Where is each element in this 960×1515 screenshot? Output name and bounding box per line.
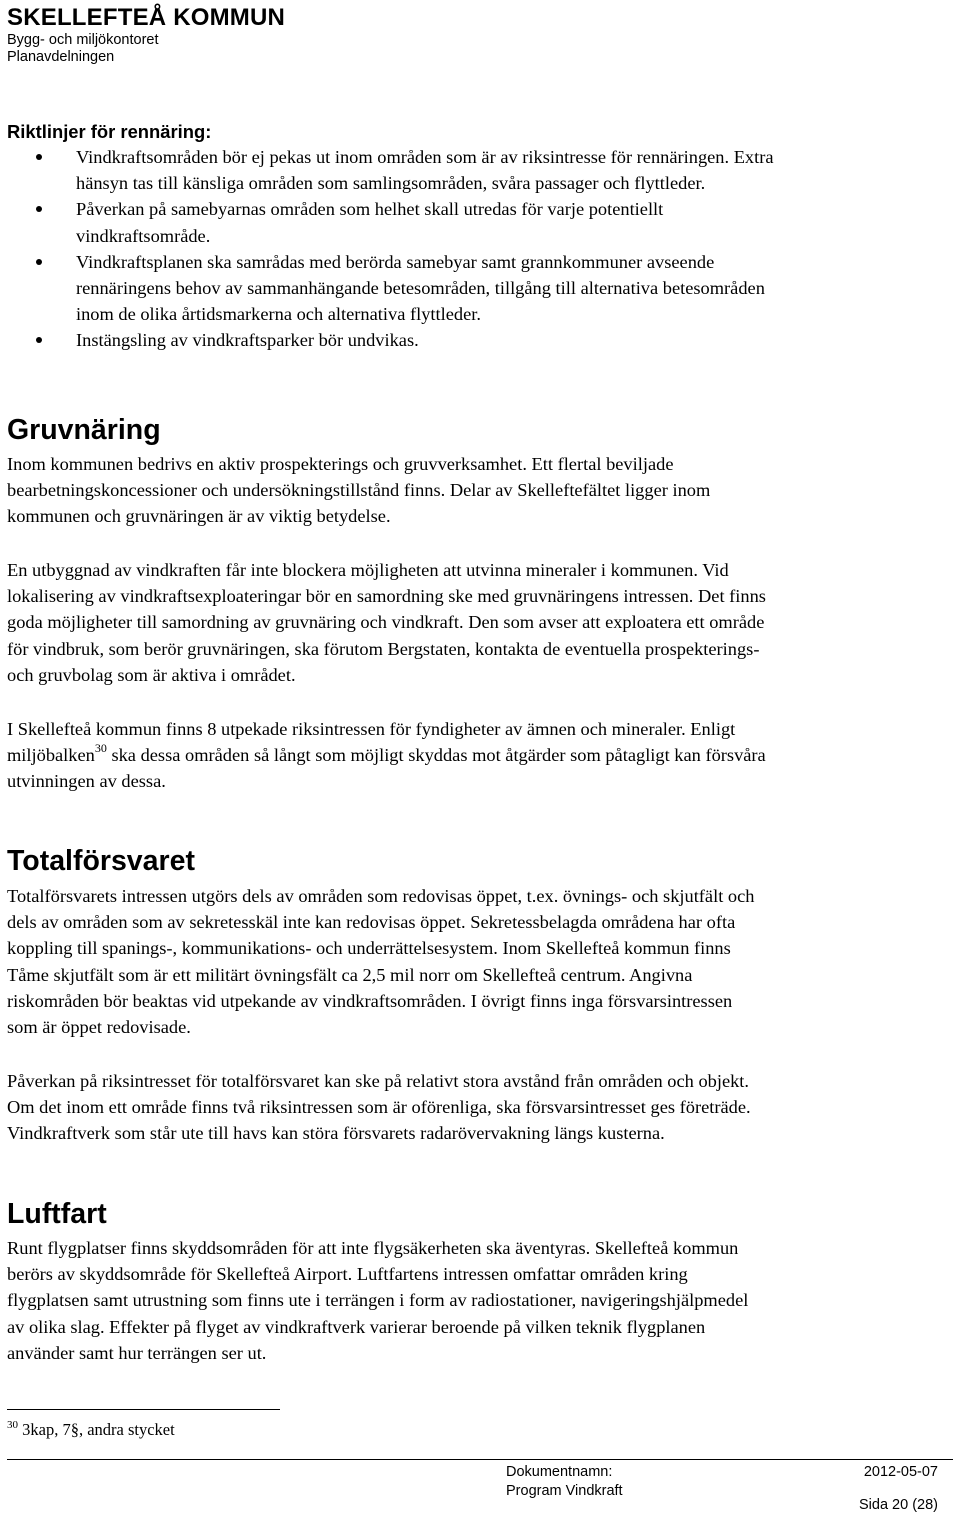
department-name: Bygg- och miljökontoret <box>7 32 159 48</box>
footnote-reference: 30 <box>94 741 107 756</box>
text-line: bearbetningskoncessioner och undersökningstillstånd finns. Delar av Skelleftefältet ligger inom <box>7 480 711 501</box>
text-line: och gruvbolag som är aktiva i området. <box>7 664 296 685</box>
text-line: rennäringens behov av sammanhängande betesområden, tillgång till alternativa betesområden <box>76 278 765 299</box>
text-line: Vindkraftsområden bör ej pekas ut inom områden som är av riksintresse för rennäringen. Extra <box>76 147 774 167</box>
text-line: vindkraftsområde. <box>76 225 211 246</box>
text-line: Inom kommunen bedrivs en aktiv prospekterings och gruvverksamhet. Ett flertal beviljade <box>7 454 674 474</box>
list-item <box>0 196 774 248</box>
document-date: 2012-05-07 <box>863 1464 938 1480</box>
page-number: Sida 20 (28) <box>859 1497 938 1513</box>
paragraph <box>7 1235 748 1366</box>
text-line: kommunen och gruvnäringen är av viktig betydelse. <box>7 506 391 527</box>
section-heading-luftfart: Luftfart <box>7 1198 107 1230</box>
organization-name: SKELLEFTEÅ KOMMUN <box>7 4 286 31</box>
text-line: av olika slag. Effekter på flyget av vindkraftverk varierar beroende på vilken teknik flygplanen <box>7 1316 706 1337</box>
paragraph <box>7 1068 751 1147</box>
text-line <box>7 742 766 768</box>
text-line: flygplatsen samt utrustning som finns ute i terrängen i form av radiostationer, navigeringshjälpmedel <box>7 1290 749 1311</box>
footnote-separator <box>7 1409 280 1410</box>
text-line: Påverkan på samebyarnas områden som helhet skall utredas för varje potentiellt <box>76 199 664 220</box>
text-line: för vindbruk, som berör gruvnäringen, ska förutom Bergstaten, kontakta de eventuella prospekterings- <box>7 638 760 659</box>
text-line: Om det inom ett område finns två riksintressen som är oförenliga, ska försvarsintresset ges företräde. <box>7 1097 751 1118</box>
text-line: utvinningen av dessa. <box>7 771 166 792</box>
guidelines-list <box>0 144 774 354</box>
footnote <box>7 1420 175 1440</box>
document-name: Program Vindkraft <box>506 1483 623 1499</box>
text-span: ska dessa områden så långt som möjligt skyddas mot åtgärder som påtagligt kan försvåra <box>106 745 766 766</box>
division-name: Planavdelningen <box>7 49 115 65</box>
footer-separator <box>7 1459 953 1460</box>
text-line: Totalförsvarets intressen utgörs dels av områden som redovisas öppet, t.ex. övnings- och skjutfält och <box>7 886 755 906</box>
text-line: Påverkan på riksintresset för totalförsvaret kan ske på relativt stora avstånd från områden och objekt. <box>7 1071 750 1091</box>
list-item <box>0 327 774 353</box>
text-span: miljöbalken <box>7 745 95 766</box>
text-line: koppling till spanings-, kommunikations- och underrättelsesystem. Inom Skellefteå kommun finns <box>7 938 731 959</box>
text-line: Tåme skjutfält som är ett militärt övningsfält ca 2,5 mil norr om Skellefteå centrum. Angivna <box>7 964 693 985</box>
document-name-label: Dokumentnamn: <box>506 1464 613 1480</box>
footnote-text: 3kap, 7§, andra stycket <box>22 1420 175 1439</box>
text-line: I Skellefteå kommun finns 8 utpekade riksintressen för fyndigheter av ämnen och mineraler. Enligt <box>7 719 736 739</box>
text-line: lokalisering av vindkraftsexploateringar bör en samordning ske med gruvnäringens intressen. Det finns <box>7 586 766 607</box>
text-line: som är öppet redovisade. <box>7 1017 191 1038</box>
text-line: Vindkraftverk som står ute till havs kan störa försvarets radarövervakning längs kusterna. <box>7 1123 665 1144</box>
list-item <box>0 249 774 328</box>
text-line: berörs av skyddsområde för Skellefteå Airport. Luftfartens intressen omfattar områden kring <box>7 1264 688 1285</box>
text-line: goda möjligheter till samordning av gruvnäring och vindkraft. Den som avser att exploatera ett område <box>7 612 765 633</box>
text-line: En utbyggnad av vindkraften får inte blockera möjligheten att utvinna mineraler i kommunen. Vid <box>7 560 729 580</box>
section-heading-gruvnaring: Gruvnäring <box>7 414 161 446</box>
paragraph <box>7 557 766 688</box>
text-line: riskområden bör beaktas vid utpekande av vindkraftsområden. I övrigt finns inga försvarsintressen <box>7 990 733 1011</box>
paragraph <box>7 883 754 1040</box>
paragraph <box>7 716 766 795</box>
text-line: Runt flygplatser finns skyddsområden för att inte flygsäkerheten ska äventyras. Skellefteå kommun <box>7 1238 739 1258</box>
paragraph <box>7 451 710 530</box>
text-line: Instängsling av vindkraftsparker bör undvikas. <box>76 330 419 351</box>
text-line: dels av områden som av sekretesskäl inte kan redovisas öppet. Sekretessbelagda områdena har ofta <box>7 912 736 933</box>
text-line: Vindkraftsplanen ska samrådas med berörda samebyar samt grannkommuner avseende <box>76 251 715 272</box>
list-item <box>0 144 774 196</box>
text-line: hänsyn tas till känsliga områden som samlingsområden, svåra passager och flyttleder. <box>76 173 706 194</box>
text-line: inom de olika årtidsmarkerna och alternativa flyttleder. <box>76 304 481 325</box>
text-line: använder samt hur terrängen ser ut. <box>7 1342 267 1363</box>
footnote-number: 30 <box>7 1419 18 1431</box>
section-heading-totalforsvaret: Totalförsvaret <box>7 845 195 877</box>
guidelines-title: Riktlinjer för rennäring: <box>7 121 212 142</box>
